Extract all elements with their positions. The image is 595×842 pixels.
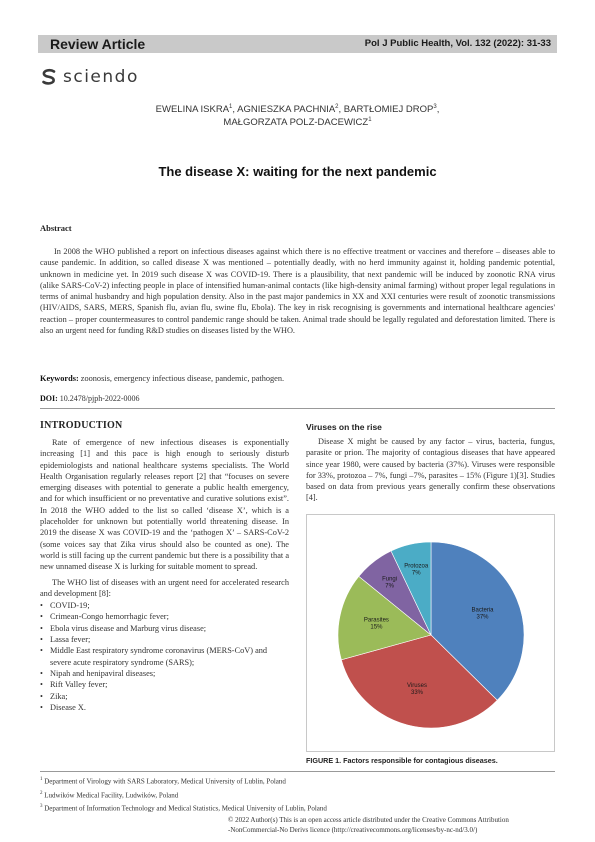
copyright-notice	[228, 815, 555, 835]
footnote: $^2$ Ludwików Medical Facility, Ludwików, Poland	[40, 790, 179, 799]
bullet-icon: •	[40, 612, 43, 622]
bullet-icon: •	[40, 601, 43, 611]
affiliation-marker: 3	[433, 104, 437, 110]
article-type: Review Article	[50, 36, 146, 52]
copyright-line: © 2022 Author(s) This is an open access article distributed under the Creative Commons Attribution	[228, 816, 509, 824]
list-item: • Disease X.	[40, 702, 86, 712]
bullet-icon: •	[40, 623, 43, 633]
viruses-heading: Viruses on the rise	[306, 422, 382, 432]
bullet-icon: •	[40, 691, 43, 701]
author-list-line-2	[60, 114, 535, 129]
disease-list	[40, 600, 289, 713]
journal-citation: Pol J Public Health, Vol. 132 (2022): 31-33	[364, 38, 551, 49]
footnote: $^1$ Department of Virology with SARS Laboratory, Medical University of Lublin, Poland	[40, 777, 286, 786]
author-name: BARTŁOMIEJ DROP	[343, 104, 434, 116]
introduction-paragraph: The WHO list of diseases with an urgent need for accelerated research and development [8]:	[40, 577, 289, 598]
list-item: • Zika;	[40, 691, 68, 701]
section-divider	[40, 408, 555, 409]
introduction-paragraph: Rate of emergence of new infectious diseases is exponentially increasing [1] and this pace is high enough to seriously disturb epidemiologists and national healthcare systems specialists. The World Health Organisation regularly releases report [2] that “focuses on severe emerging diseases with potential to generate a public health emergency, and for which insufficient or no preventative and curative solutions exist”. In 2018 the WHO added to the list so called ‘disease X’, which is a placeholder for unknown but potentially world threatening disease. In 2019 the disease X was COVID-19 and the ‘pathogen X’ – SARS-CoV-2 (some voices say that Zika virus should also be counted as one). The world is still facing up the current pandemic but there is a possibility that a new unnamed disease X is lurking for suitable moment to spread.	[40, 438, 289, 572]
pie-value-viruses: 33%	[410, 690, 424, 696]
bullet-icon: •	[40, 635, 43, 645]
footnote: $^3$ Department of Information Technology and Medical Statistics, Medical University of Lublin, Poland	[40, 804, 327, 813]
pie-value-fungi: 7%	[385, 583, 394, 590]
list-item: • Ebola virus disease and Marburg virus disease;	[40, 623, 207, 633]
viruses-paragraph: Disease X might be caused by any factor – virus, bacteria, fungus, parasite or prion. The majority of contagious diseases that have appeared since year 1980, were caused by bacteria (37%). Viruses were responsible for 33%, protozoa – 7%, fungi –7%, parasites – 15% (Figure 1)[3]. Studies based on data from previous years generally confirm these observations [4].	[306, 437, 555, 503]
pie-label-protozoa: Protozoa	[404, 563, 429, 570]
affiliation-footnotes	[40, 771, 555, 815]
doi-label: DOI:	[40, 394, 58, 403]
bullet-icon: •	[40, 680, 43, 690]
bullet-icon: •	[40, 702, 43, 712]
bullet-icon: •	[40, 646, 43, 656]
pie-value-protozoa: 7%	[411, 570, 421, 577]
pie-label-fungi: Fungi	[382, 576, 398, 583]
list-item: • Lassa fever;	[40, 635, 91, 645]
doi-value[interactable]: 10.2478/pjph-2022-0006	[59, 394, 140, 403]
doi	[40, 394, 140, 403]
sciendo-logo	[40, 66, 139, 88]
pie-value-parasites: 15%	[370, 624, 383, 631]
figure-1-pie-chart	[306, 514, 555, 752]
pie-chart-svg	[307, 515, 556, 753]
author-name: AGNIESZKA PACHNIA	[237, 104, 336, 116]
pie-label-parasites: Parasites	[363, 617, 389, 624]
logo-text: sciendo	[63, 67, 139, 87]
pie-value-bacteria: 37%	[476, 614, 489, 621]
affiliation-marker: 2	[335, 104, 339, 110]
list-item: • COVID-19;	[40, 601, 90, 611]
list-item: • Crimean-Congo hemorrhagic fever;	[40, 612, 169, 622]
list-item: • Rift Valley fever;	[40, 680, 108, 690]
keywords-label: Keywords:	[40, 374, 79, 383]
keywords-text: zoonosis, emergency infectious disease, pandemic, pathogen.	[80, 374, 285, 383]
affiliation-marker: 1	[368, 117, 372, 123]
pie-label-viruses: Viruses	[407, 683, 427, 689]
introduction-heading: INTRODUCTION	[40, 420, 123, 431]
list-item: • Middle East respiratory syndrome coronavirus (MERS-CoV) and severe acute respiratory syndrome (SARS);	[40, 646, 268, 667]
abstract-heading: Abstract	[40, 223, 72, 233]
sciendo-s-mark-icon	[40, 68, 58, 86]
author-list-line-1: EWELINA ISKRA$^1$, AGNIESZKA PACHNIA$^2$, BARTŁOMIEJ DROP$^3$,	[155, 104, 440, 116]
header-bar	[38, 35, 557, 53]
abstract-text: In 2008 the WHO published a report on infectious diseases against which there is no effective treatment or vaccines and therefore – diseases able to cause pandemic. In addition, so called disease X was mentioned – potentially deadly, with no herd immunity against it, holding pandemic potential, unknown in medicine yet. In 2019 such disease X was COVID-19. There is a plausibility, that next pandemic will be induced by zoonotic RNA virus (alike SARS-CoV-2) infecting people in place of intensified human-animal contacts (like high-density animal farming) without proper legal regulations in terms of animal husbandry and high population density. Also in the past major pandemics in XX and XXI centuries were result of zoonotic transmissions (HIV/AIDS, SARS, MERS, Spanish flu, avian flu, swine flu, Ebola). The key in risk recognising is governments and international healthcare agencies' reaction – proper countermeasures to control pandemic range should be taken. Animal trade should be legally regulated and deforestation limited. There is also an urgent need for funding R&D studies on diseases listed by the WHO.	[40, 247, 555, 336]
author-name: EWELINA ISKRA	[155, 104, 230, 116]
figure-caption: FIGURE 1. Factors responsible for contagious diseases.	[306, 756, 498, 765]
introduction-column	[40, 437, 289, 713]
article-title: The disease X: waiting for the next pandemic	[158, 164, 437, 179]
list-item: • Nipah and henipaviral diseases;	[40, 668, 156, 678]
licence-link[interactable]: -NonCommercial-No Derivs licence (http://creativecommons.org/licenses/by-nc-nd/3.0/)	[228, 826, 478, 834]
keywords	[40, 374, 284, 383]
affiliation-marker: 1	[229, 104, 233, 110]
pie-label-bacteria: Bacteria	[471, 607, 494, 614]
bullet-icon: •	[40, 668, 43, 678]
author-name: MAŁGORZATA POLZ-DACEWICZ	[223, 117, 369, 129]
